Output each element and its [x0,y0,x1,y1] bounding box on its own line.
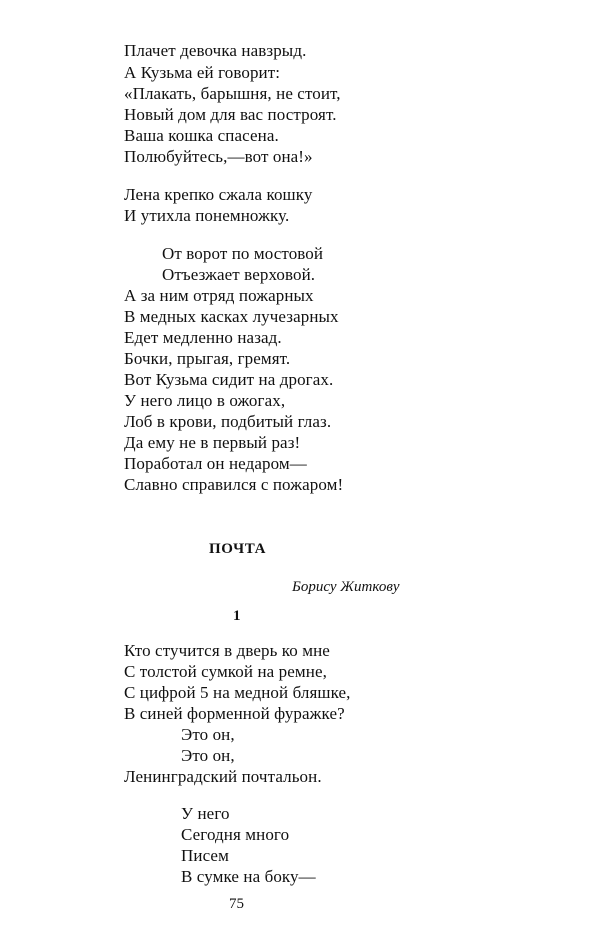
verse-line: Кто стучится в дверь ко мне [124,641,330,660]
verse-line-indented: У него [181,804,230,823]
verse-line: С цифрой 5 на медной бляшке, [124,683,351,702]
verse-line: В синей форменной фуражке? [124,704,345,723]
verse-line-indented: От ворот по мостовой [162,244,324,263]
verse-line: А за ним отряд пожарных [124,286,314,305]
verse-line-indented: Это он, [181,725,235,744]
verse-line: А Кузьма ей говорит: [124,63,281,82]
verse-line-indented: В сумке на боку— [181,867,316,886]
verse-line: Да ему не в первый раз! [124,433,301,452]
verse-line: Ваша кошка спасена. [124,126,279,145]
dedication: Борису Житкову [292,579,400,595]
verse-line-indented: Сегодня много [181,825,290,844]
verse-line: Поработал он недаром— [124,454,307,473]
verse-line: Лоб в крови, подбитый глаз. [124,412,332,431]
verse-line: Вот Кузьма сидит на дрогах. [124,370,334,389]
verse-line: Новый дом для вас построят. [124,105,337,124]
poem-title: ПОЧТА [209,541,267,557]
verse-line: Бочки, прыгая, гремят. [124,349,291,368]
verse-line: Ленинградский почтальон. [124,767,322,786]
verse-line: Плачет девочка навзрыд. [124,41,307,60]
verse-line: У него лицо в ожогах, [124,391,286,410]
verse-line: «Плакать, барышня, не стоит, [124,84,341,103]
verse-line: Едет медленно назад. [124,328,282,347]
verse-line: И утихла понемножку. [124,206,290,225]
verse-line-indented: Отъезжает верховой. [162,265,316,284]
verse-line: Полюбуйтесь,—вот она!» [124,147,313,166]
verse-line: Лена крепко сжала кошку [124,185,313,204]
verse-line: В медных касках лучезарных [124,307,339,326]
section-number: 1 [233,608,241,624]
verse-line: С толстой сумкой на ремне, [124,662,327,681]
page-number: 75 [229,896,244,912]
verse-line-indented: Писем [181,846,229,865]
verse-line-indented: Это он, [181,746,235,765]
verse-line: Славно справился с пожаром! [124,475,344,494]
